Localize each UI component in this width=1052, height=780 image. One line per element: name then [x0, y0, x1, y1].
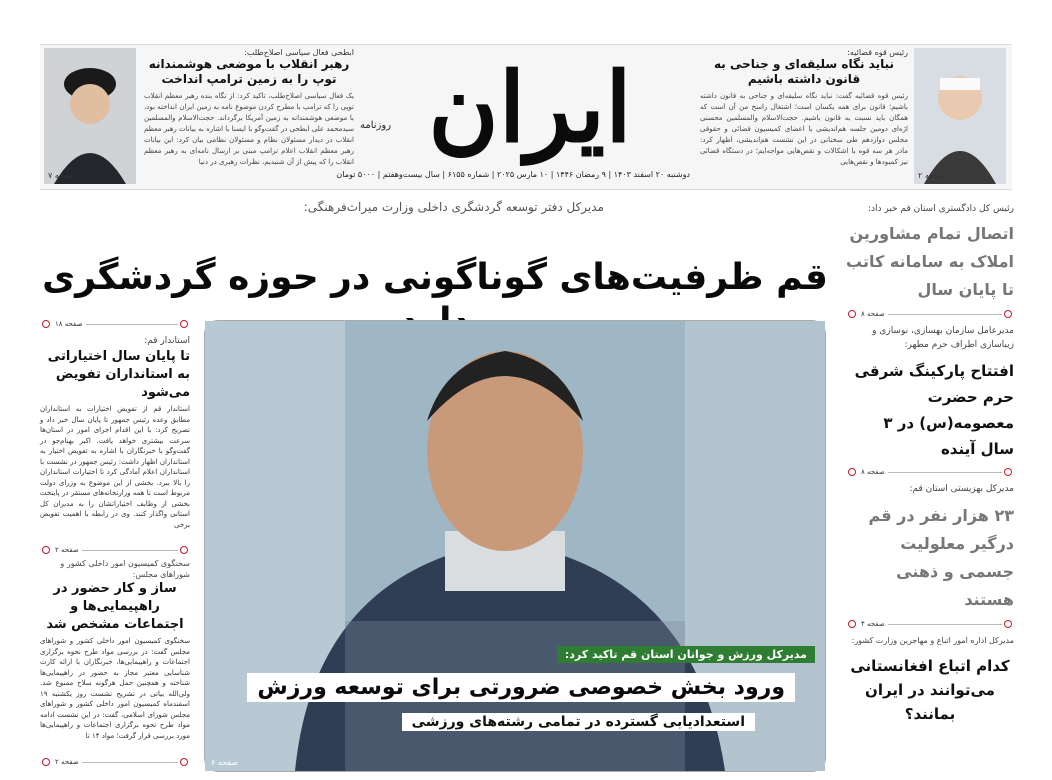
separator-page[interactable]: صفحه ۲ — [55, 546, 79, 554]
story-kicker: رئیس کل دادگستری استان قم خبر داد: — [867, 204, 1014, 214]
logo-subtitle: روزنامه — [360, 120, 392, 131]
section-separator — [846, 618, 1014, 630]
story-title: تا پایان سال اختیاراتی به استانداران تفویض می‌شود — [47, 349, 190, 400]
official-portrait-icon — [205, 321, 825, 771]
caption-kicker: مدیرکل ورزش و جوانان استان قم تاکید کرد: — [557, 646, 815, 663]
photo-caption-title-box — [247, 673, 795, 703]
main-kicker: مدیرکل دفتر توسعه گردشگری داخلی وزارت میراث‌فرهنگی: — [303, 200, 604, 214]
right-story-3[interactable] — [846, 482, 1014, 614]
section-separator — [40, 756, 190, 768]
separator-dot-icon — [1004, 620, 1012, 628]
teaser-kicker: ابطحی فعال سیاسی اصلاح‌طلب: — [244, 48, 354, 57]
story-body: سخنگوی کمیسیون امور داخلی کشور و شوراهای مجلس گفت: در بررسی مواد طرح نحوه برگزاری اجتماعات و راهپیمایی‌ها، خبرنگاران با ارائه کارت شناسایی معتبر مجاز به حضور در راهپیمایی‌ها شناخته و همچنین حمل هرگونه سلاح ممنوع شد. ولی‌الله بیاتی در تشریح نشست روز یکشنبه ۱۹ اسفندماه کمیسیون امور داخلی کشور و شوراهای مجلس شورای اسلامی، گفت: در این نشست ادامه مواد طرح نحوه برگزاری اجتماعات و راهپیمایی‌ها مورد بررسی قرار گرفت؛ مواد ۱۴ تا — [40, 637, 190, 740]
section-separator — [40, 544, 190, 556]
story-kicker: مدیرکل بهزیستی استان قم: — [909, 484, 1014, 494]
separator-dot-icon — [180, 546, 188, 554]
abtahi-photo — [44, 48, 136, 184]
right-column — [846, 202, 1014, 726]
teaser-kicker: رئیس قوه قضائیه: — [847, 48, 908, 57]
photo-caption-kicker — [557, 643, 815, 662]
separator-dot-icon — [1004, 468, 1012, 476]
separator-page[interactable]: صفحه ۲ — [55, 758, 79, 766]
separator-dot-icon — [180, 320, 188, 328]
page-number[interactable]: صفحه ۷ — [48, 171, 76, 180]
separator-dot-icon — [848, 310, 856, 318]
left-teaser[interactable] — [144, 48, 354, 187]
story-title: ۲۳ هزار نفر در قم درگیر معلولیت جسمی و ذهنی هستند — [868, 506, 1014, 609]
separator-dot-icon — [42, 546, 50, 554]
left-story-1[interactable] — [40, 334, 190, 540]
story-kicker: سخنگوی کمیسیون امور داخلی کشور و شوراهای مجلس: — [60, 559, 190, 579]
right-teaser[interactable] — [700, 48, 908, 187]
caption-title[interactable]: ورود بخش خصوصی ضرورتی برای توسعه ورزش — [247, 673, 795, 702]
caption-sub: استعدادیابی گسترده در تمامی رشته‌های ورزشی — [402, 713, 755, 731]
story-title: ساز و کار حضور در راهپیمایی‌ها و اجتماعات مشخص شد — [46, 581, 184, 632]
story-kicker: استاندار قم: — [144, 336, 190, 346]
chief-justice-photo — [914, 48, 1006, 184]
masthead — [336, 44, 690, 188]
separator-page[interactable]: صفحه ۸ — [861, 468, 885, 476]
story-kicker: مدیرکل اداره امور اتباع و مهاجرین وزارت کشور: — [851, 636, 1014, 645]
story-title: افتتاح پارکینگ شرقی حرم حضرت معصومه(س) در ۳ سال آینده — [854, 362, 1014, 458]
story-body: استاندار قم از تفویض اختیارات به استانداران مطابق وعده رئیس جمهور تا پایان سال خبر داد و تصریح کرد: با این اقدام اجرای امور در استان‌ها سرعت بیشتری خواهد یافت. اکبر بهنام‌جو در گفت‌وگو با خبرنگاران با اشاره به تفویض اختیار به استانداران اظهار داشت: رئیس جمهور در نشست با استانداران اعلام آمادگی کرد تا اختیارات استانداران را بالا ببرد. بخشی از این موضوع به وزرای دولت مربوط است تا همه وزارتخانه‌های مستقر در پایتخت بخشی از وظایف اختیاراتشان را به مدیران کل استانی واگذار کنند. وی در رابطه با اهمیت تفویض برخی — [40, 405, 190, 529]
separator-dot-icon — [848, 620, 856, 628]
separator-page[interactable]: صفحه ۱۸ — [55, 320, 83, 328]
separator-dot-icon — [1004, 310, 1012, 318]
newspaper-logo[interactable]: ایران — [428, 51, 632, 164]
story-kicker: مدیرعامل سازمان بهسازی، نوسازی و زیباسازی اطراف حرم مطهر: — [872, 326, 1014, 350]
right-story-4[interactable] — [846, 634, 1014, 726]
teaser-title: نباید نگاه سلیقه‌ای و جناحی به قانون داشته باشیم — [713, 57, 895, 86]
dateline: دوشنبه ۲۰ اسفند ۱۴۰۳ | ۹ رمضان ۱۴۴۶ | ۱۰ مارس ۲۰۲۵ | شماره ۶۱۵۵ | سال بیست‌وهفتم | ۵۰۰۰ تومان — [336, 170, 690, 179]
story-title: اتصال تمام مشاورین املاک به سامانه کاتب تا پایان سال — [846, 224, 1014, 299]
separator-page[interactable]: صفحه ۴ — [861, 620, 885, 628]
portrait-icon — [914, 48, 1006, 184]
teaser-body: یک فعال سیاسی اصلاح‌طلب، تاکید کرد: از نگاه بنده رهبر معظم انقلاب توپی را که ترامپ با مطرح کردن موضوع نامه به زمین ایران انداخته بود، با موضعی هوشمندانه به زمین آمریکا برگرداند. حجت‌الاسلام والمسلمین سیدمحمد علی ابطحی در گفت‌وگو با ایسنا با اشاره به بیانات رهبر معظم انقلاب در دیدار مسئولان نظام و مسئولان نظامی بیان کرد: این بیانات رهبر معظم انقلاب اعلام ترامپ مبنی بر ارسال نامه‌ای به رهبر معظم انقلاب را که پیش از آن شنیدیم، نظرات رهبری در دنیا — [144, 92, 354, 166]
teaser-body: رئیس قوه قضائیه گفت: نباید نگاه سلیقه‌ای و جناحی به قانون داشته باشیم؛ قانون برای همه یکسان است؛ اشتغال راسخ من آن است که همگان باید نسبت به قانون باشیم. حجت‌الاسلام والمسلمین محسنی اژه‌ای دومین جلسه هم‌اندیشی با اعضای کمیسیون قضائی و حقوقی مجلس دوازدهم طی سخنانی در این نشست هم‌اندیشی، اظهار کرد: مادر هر سه قوه با اشکالات و نقص‌هایی مواجه‌ایم؛ در دستگاه قضائی نیز کمبودها و نقص‌هایی — [700, 92, 908, 166]
left-column — [40, 318, 190, 768]
photo-caption-sub-box — [402, 711, 755, 730]
separator-dot-icon — [42, 758, 50, 766]
separator-dot-icon — [180, 758, 188, 766]
portrait-icon — [44, 48, 136, 184]
main-photo[interactable] — [204, 320, 826, 772]
left-story-2[interactable] — [40, 558, 190, 754]
right-story-1[interactable] — [846, 202, 1014, 304]
page-number[interactable]: صفحه ۶ — [211, 758, 239, 767]
teaser-title: رهبر انقلاب با موضعی هوشمندانه توپ را به زمین ترامپ انداخت — [148, 57, 350, 86]
story-title: کدام اتباع افغانستانی می‌توانند در ایران بمانند؟ — [850, 657, 1010, 723]
page-number[interactable]: صفحه ۲ — [918, 171, 946, 180]
right-story-2[interactable] — [846, 324, 1014, 462]
section-separator — [40, 318, 190, 330]
separator-dot-icon — [848, 468, 856, 476]
section-separator — [846, 308, 1014, 320]
section-separator — [846, 466, 1014, 478]
main-headline[interactable]: قم ظرفیت‌های گوناگونی در حوزه گردشگری — [42, 257, 828, 298]
separator-dot-icon — [42, 320, 50, 328]
separator-page[interactable]: صفحه ۸ — [861, 310, 885, 318]
